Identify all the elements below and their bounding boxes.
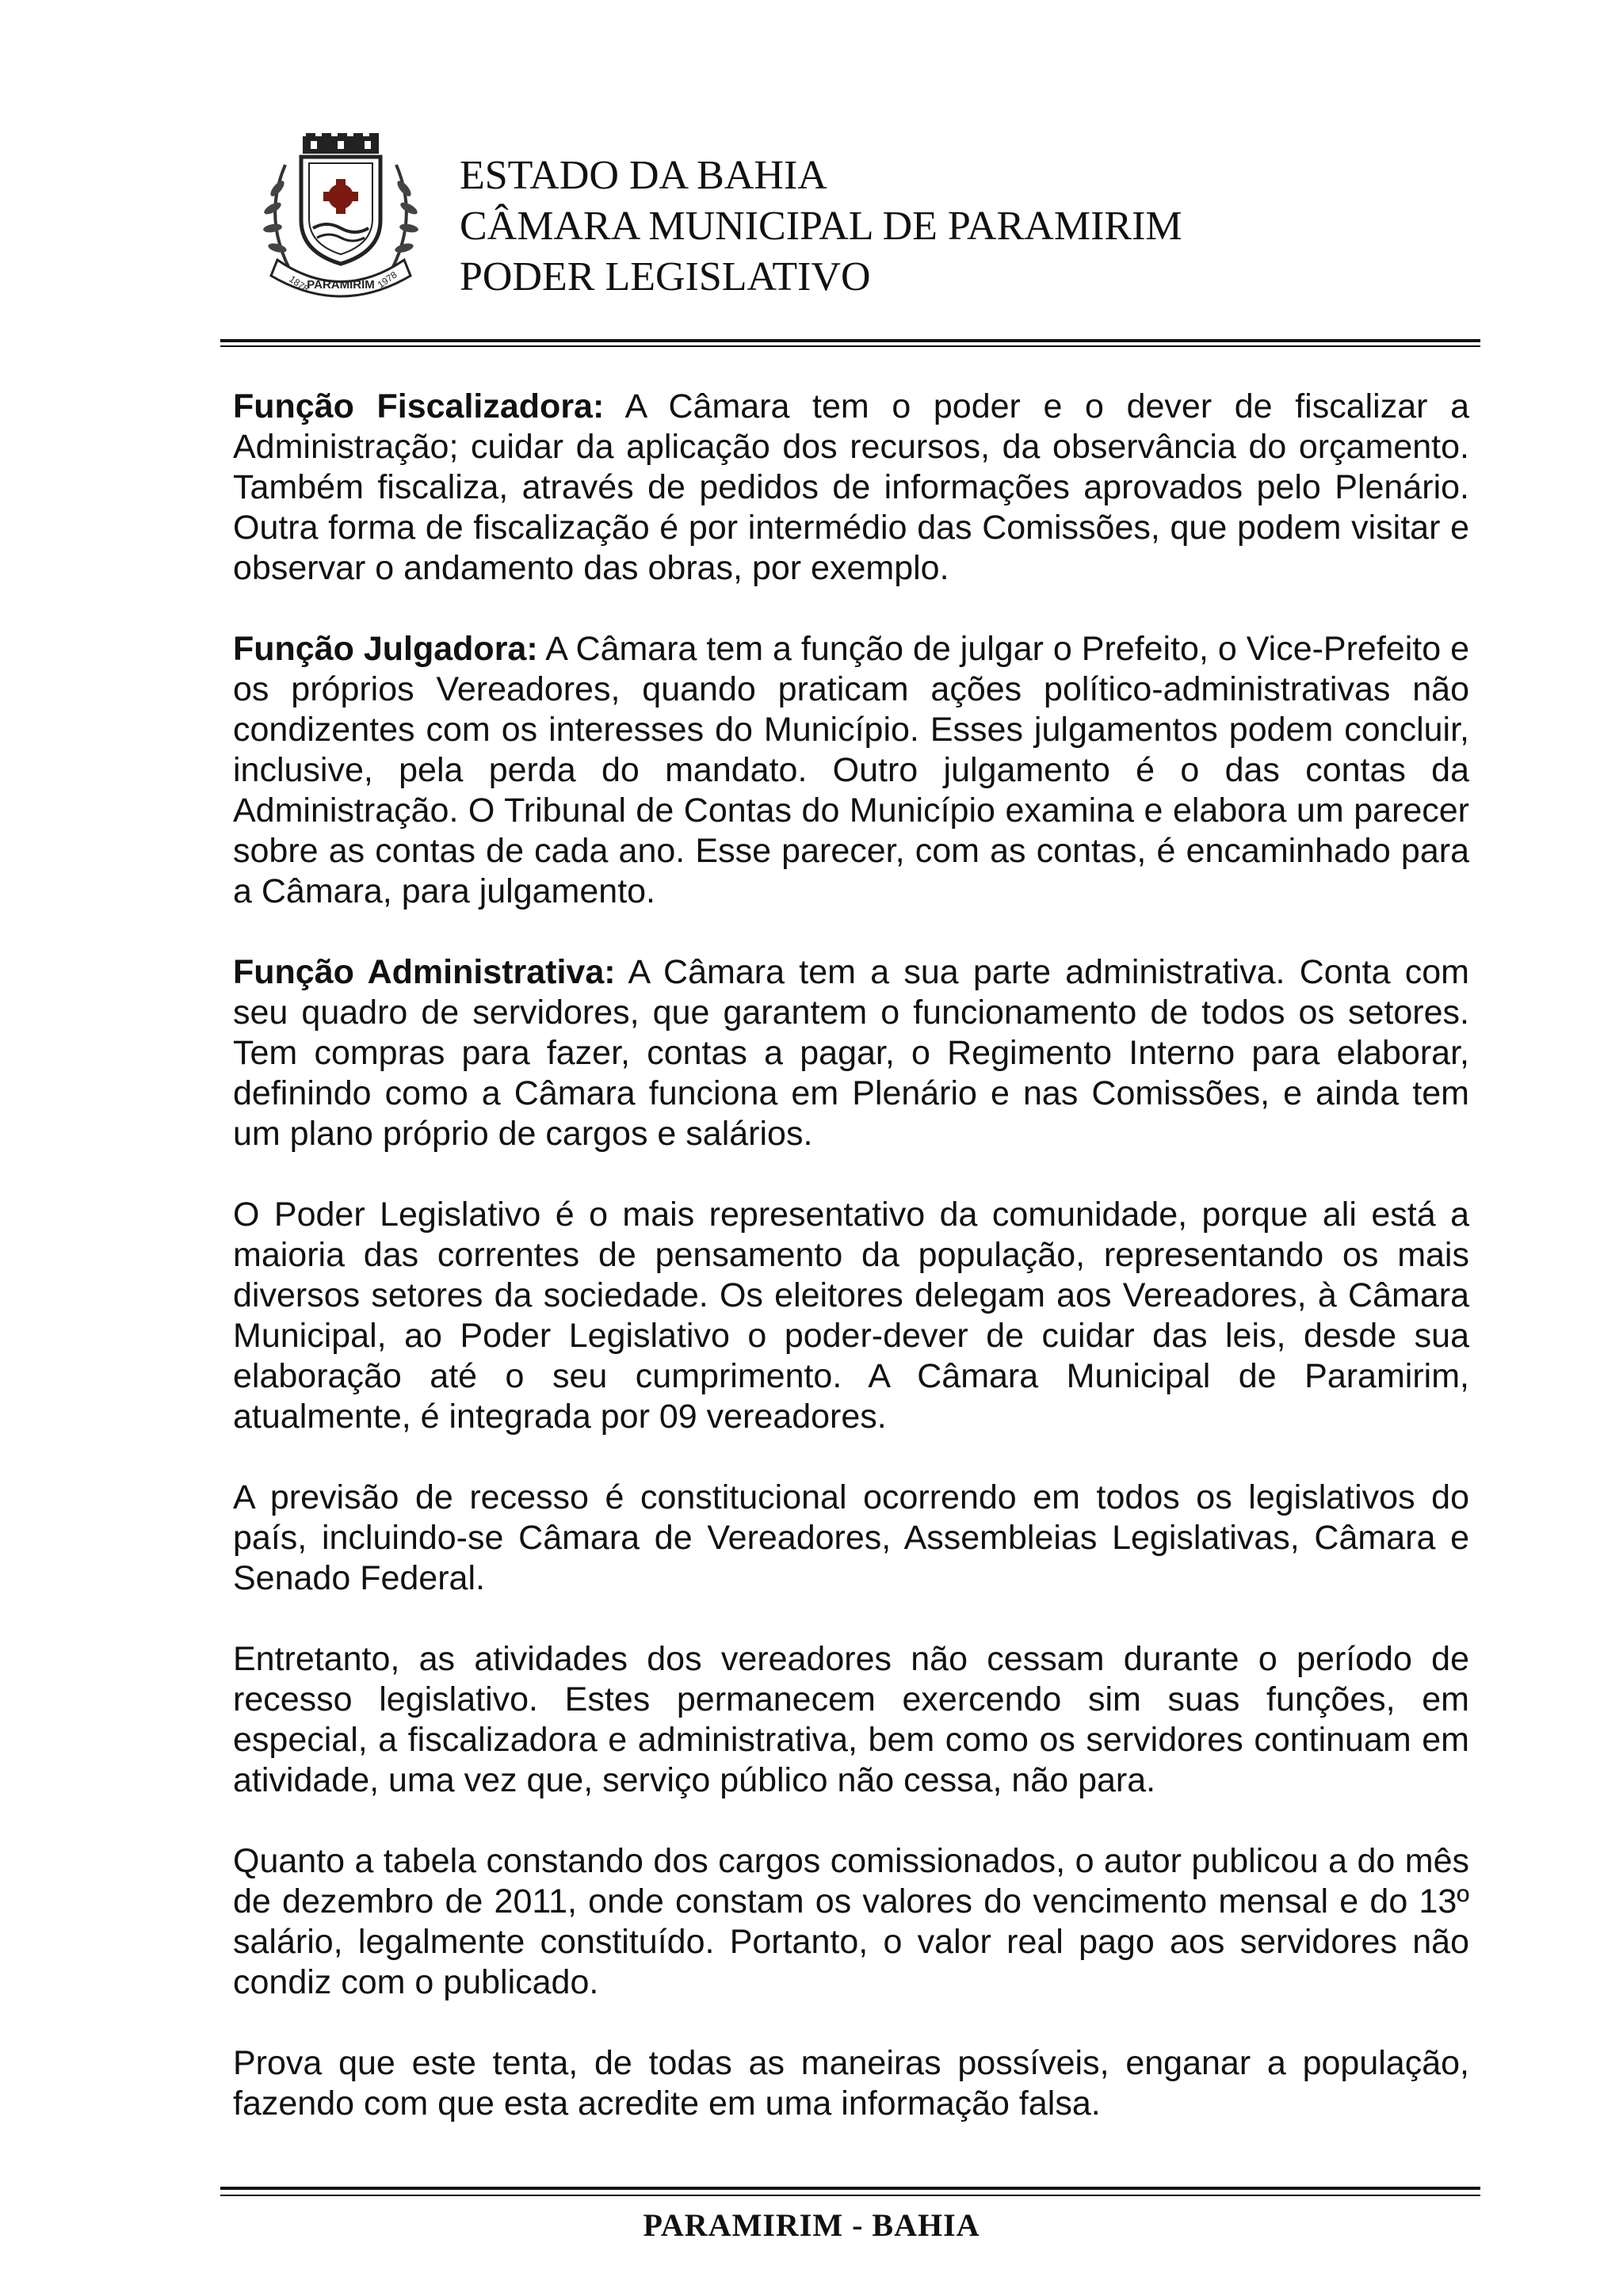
- paragraph-text: Prova que este tenta, de todas as maneiras possíveis, enganar a população, fazendo com que esta acredite em uma informação falsa.: [233, 2044, 1469, 2122]
- paragraph-recess: [233, 1478, 1469, 1599]
- paragraph-text: Entretanto, as atividades dos vereadores não cessam durante o período de recesso legislativo. Estes permanecem exercendo sim suas funções, em especial, a fiscalizadora e administrativa, bem como os servidores continuam em atividade, uma vez que, serviço público não cessa, não para.: [233, 1640, 1469, 1799]
- paragraph-activities: [233, 1639, 1469, 1801]
- seal-city: PARAMIRIM: [307, 278, 375, 292]
- paragraph-salary-table: [233, 1841, 1469, 2003]
- paragraph-conclusion: [233, 2043, 1469, 2124]
- paragraph-judicial: [233, 629, 1469, 912]
- seal-lettering: [254, 133, 428, 307]
- paragraph-lead: Função Julgadora:: [233, 630, 538, 668]
- paragraph-representation: [233, 1195, 1469, 1437]
- paragraph-text: O Poder Legislativo é o mais representativo da comunidade, porque ali está a maioria das correntes de pensamento da população, representando os mais diversos setores da sociedade. Os eleitores delegam aos Vereadores, à Câmara Municipal, ao Poder Legislativo o poder-dever de cuidar das leis, desde sua elaboração até o seu cumprimento. A Câmara Municipal de Paramirim, atualmente, é integrada por 09 vereadores.: [233, 1196, 1469, 1436]
- footer-location: PARAMIRIM - BAHIA: [643, 2207, 980, 2243]
- state-name: ESTADO DA BAHIA: [460, 153, 827, 198]
- paragraph-lead: Função Administrativa:: [233, 953, 616, 991]
- paragraph-text: A Câmara tem a função de julgar o Prefeito, o Vice-Prefeito e os próprios Vereadores, quando praticam ações político-administrativas não condizentes com os interesses do Município. Esses julgamentos podem concluir, inclusive, pela perda do mandato. Outro julgamento é o das contas da Administração. O Tribunal de Contas do Município examina e elabora um parecer sobre as contas de cada ano. Esse parecer, com as contas, é encaminhado para a Câmara, para julgamento.: [233, 630, 1469, 910]
- institution-name: CÂMARA MUNICIPAL DE PARAMIRIM: [460, 204, 1182, 249]
- paragraph-text: A previsão de recesso é constitucional ocorrendo em todos os legislativos do país, incluindo-se Câmara de Vereadores, Assembleias Legislativas, Câmara e Senado Federal.: [233, 1478, 1469, 1597]
- paragraph-oversight: [233, 387, 1469, 589]
- seal-year-right: 1978: [375, 269, 399, 291]
- paragraph-text: A Câmara tem a sua parte administrativa. Conta com seu quadro de servidores, que garantem o funcionamento de todos os setores. Tem compras para fazer, contas a pagar, o Regimento Interno para elaborar, definindo como a Câmara funciona em Plenário e nas Comissões, e ainda tem um plano próprio de cargos e salários.: [233, 953, 1469, 1153]
- paragraph-administrative: [233, 952, 1469, 1154]
- paragraph-text: Quanto a tabela constando dos cargos comissionados, o autor publicou a do mês de dezembro de 2011, onde constam os valores do vencimento mensal e do 13º salário, legalmente constituído. Portanto, o valor real pago aos servidores não condiz com o publicado.: [233, 1842, 1469, 2001]
- header-divider-secondary: [220, 345, 1480, 347]
- footer-divider: [220, 2187, 1480, 2190]
- header-divider: [220, 339, 1480, 342]
- seal-year-left: 1878: [287, 273, 311, 295]
- letterhead-text: [460, 151, 1182, 303]
- footer-divider-secondary: [220, 2195, 1480, 2196]
- branch-name: PODER LEGISLATIVO: [460, 254, 871, 299]
- paragraph-text: A Câmara tem o poder e o dever de fiscalizar a Administração; cuidar da aplicação dos recursos, da observância do orçamento. Também fiscaliza, através de pedidos de informações aprovados pelo Plenário. Outra forma de fiscalização é por intermédio das Comissões, que podem visitar e observar o andamento das obras, por exemplo.: [233, 387, 1470, 587]
- document-body: [233, 387, 1469, 2124]
- paragraph-lead: Função Fiscalizadora:: [233, 387, 605, 425]
